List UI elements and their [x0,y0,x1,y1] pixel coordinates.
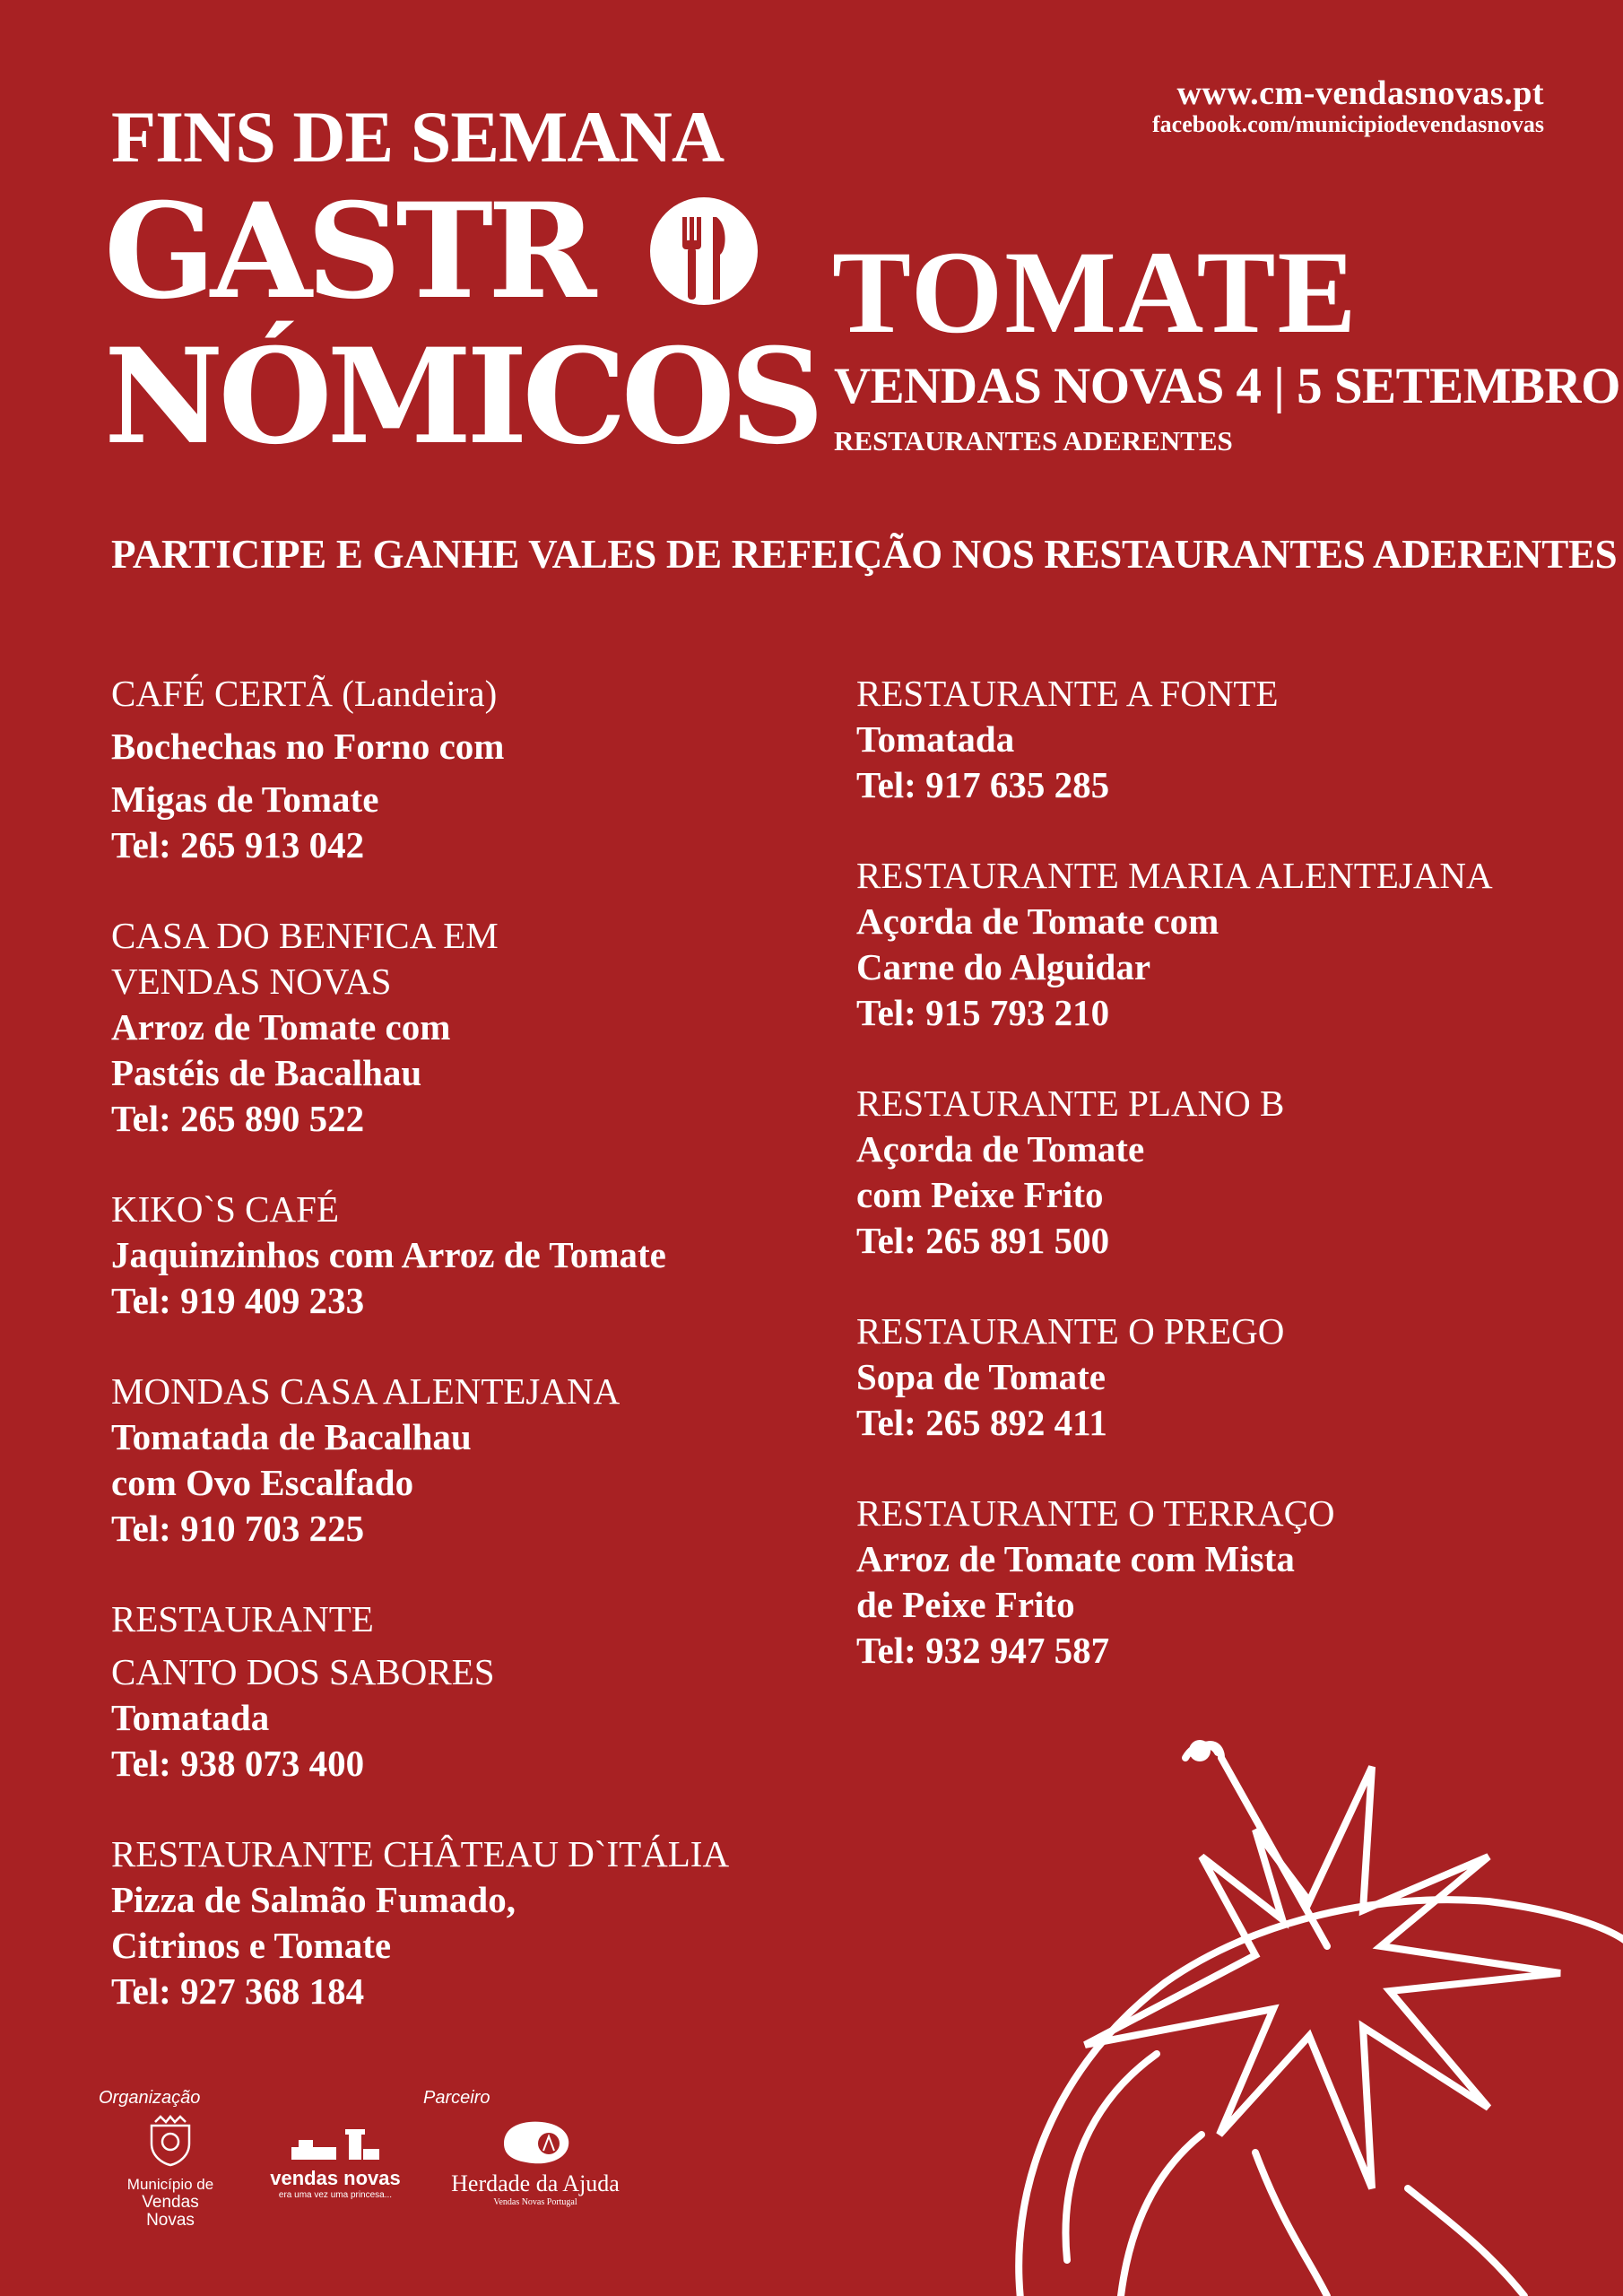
restaurant-dish: de Peixe Frito [856,1584,1075,1625]
restaurant-name: KIKO`S CAFÉ [111,1188,339,1230]
restaurant-list-right [856,671,1493,1718]
restaurant-dish: Sopa de Tomate [856,1356,1106,1397]
title-fins-de-semana: FINS DE SEMANA [111,96,725,178]
restaurant-entry [856,1309,1493,1446]
restaurant-entry [856,671,1493,808]
facebook-link[interactable]: facebook.com/municipiodevendasnovas [1152,111,1544,137]
restaurant-dish: Bochechas no Forno com [111,726,505,767]
restaurant-dish: Tomatada de Bacalhau [111,1416,472,1457]
restaurant-dish: Arroz de Tomate com Mista [856,1538,1295,1579]
tomato-illustration [986,1686,1623,2296]
restaurant-entry [856,853,1493,1036]
restaurant-dish: Citrinos e Tomate [111,1925,392,1966]
restaurant-phone: Tel: 910 703 225 [111,1508,365,1549]
restaurant-dish: Jaquinzinhos com Arroz de Tomate [111,1234,666,1275]
organization-label: Organização [99,2088,201,2108]
event-dates: VENDAS NOVAS 4 | 5 SETEMBRO [834,358,1620,414]
restaurant-list-left [111,671,729,2059]
restaurant-phone: Tel: 938 073 400 [111,1743,365,1784]
partner-label: Parceiro [423,2088,490,2108]
restaurant-entry [111,671,729,868]
municipio-logo [124,2113,217,2230]
restaurant-entry [111,1369,729,1552]
coat-of-arms-icon [143,2113,198,2169]
restaurant-name: VENDAS NOVAS [111,961,392,1002]
restaurant-dish: Açorda de Tomate com [856,900,1219,942]
restaurant-entry [856,1491,1493,1674]
restaurant-phone: Tel: 927 368 184 [111,1970,365,2012]
restaurant-dish: com Peixe Frito [856,1174,1104,1215]
restaurant-dish: Carne do Alguidar [856,946,1151,987]
restaurant-dish: Migas de Tomate [111,778,379,820]
vn-logo-tagline: era uma vez uma princesa... [278,2190,393,2200]
website-link[interactable]: www.cm-vendasnovas.pt [1176,74,1544,112]
restaurant-phone: Tel: 915 793 210 [856,992,1110,1033]
restaurant-phone: Tel: 265 913 042 [111,824,365,865]
theme-title: TOMATE [832,226,1358,358]
fork-knife-icon [648,196,759,307]
restaurant-dish: Tomatada [856,718,1015,760]
restaurant-entry [856,1081,1493,1264]
restaurant-name: RESTAURANTE PLANO B [856,1083,1285,1124]
title-gastro: GASTR [104,175,592,328]
restaurant-name: MONDAS CASA ALENTEJANA [111,1370,621,1412]
partner-name: Herdade da Ajuda [451,2170,620,2196]
restaurant-phone: Tel: 917 635 285 [856,764,1110,805]
partner-sub: Vendas Novas Portugal [493,2197,577,2207]
restaurant-dish: com Ovo Escalfado [111,1462,414,1503]
restaurant-phone: Tel: 265 892 411 [856,1402,1107,1443]
restaurant-name: CANTO DOS SABORES [111,1651,495,1692]
herdade-ajuda-logo [441,2117,629,2207]
restaurant-phone: Tel: 919 409 233 [111,1280,365,1321]
restaurant-name: RESTAURANTE O PREGO [856,1310,1285,1352]
tagline: PARTICIPE E GANHE VALES DE REFEIÇÃO NOS RESTAURANTES ADERENTES [111,532,1618,577]
municipio-line2: Vendas Novas [142,2193,199,2230]
restaurant-dish: Tomatada [111,1697,270,1738]
restaurant-name: RESTAURANTE A FONTE [856,673,1279,714]
herdade-emblem-icon [497,2117,574,2167]
vendas-novas-logo [269,2124,402,2200]
restaurant-name: RESTAURANTE O TERRAÇO [856,1492,1335,1534]
restaurant-entry [111,1831,729,2014]
castle-icon [286,2124,385,2163]
restaurant-entry [111,1187,729,1324]
restaurant-name: CAFÉ CERTÃ (Landeira) [111,673,498,714]
restaurant-dish: Pizza de Salmão Fumado, [111,1879,516,1920]
restaurant-dish: Pastéis de Bacalhau [111,1052,422,1093]
municipio-line1: Município de [126,2176,214,2193]
restaurant-name: RESTAURANTE MARIA ALENTEJANA [856,855,1493,896]
restaurant-entry [111,913,729,1142]
restaurant-entry [111,1596,729,1787]
restaurant-dish: Arroz de Tomate com [111,1006,451,1048]
restaurant-name: CASA DO BENFICA EM [111,915,499,956]
restaurant-name: RESTAURANTE CHÂTEAU D`ITÁLIA [111,1833,730,1874]
restaurant-phone: Tel: 265 890 522 [111,1098,365,1139]
restaurant-dish: Açorda de Tomate [856,1128,1145,1170]
header-links [1152,74,1544,138]
vn-logo-text: vendas novas [270,2167,401,2189]
restaurant-name: RESTAURANTE [111,1598,374,1639]
subtitle: RESTAURANTES ADERENTES [834,425,1233,457]
restaurant-phone: Tel: 265 891 500 [856,1220,1110,1261]
title-nomicos: NÓMICOS [104,320,820,474]
restaurant-phone: Tel: 932 947 587 [856,1630,1110,1671]
